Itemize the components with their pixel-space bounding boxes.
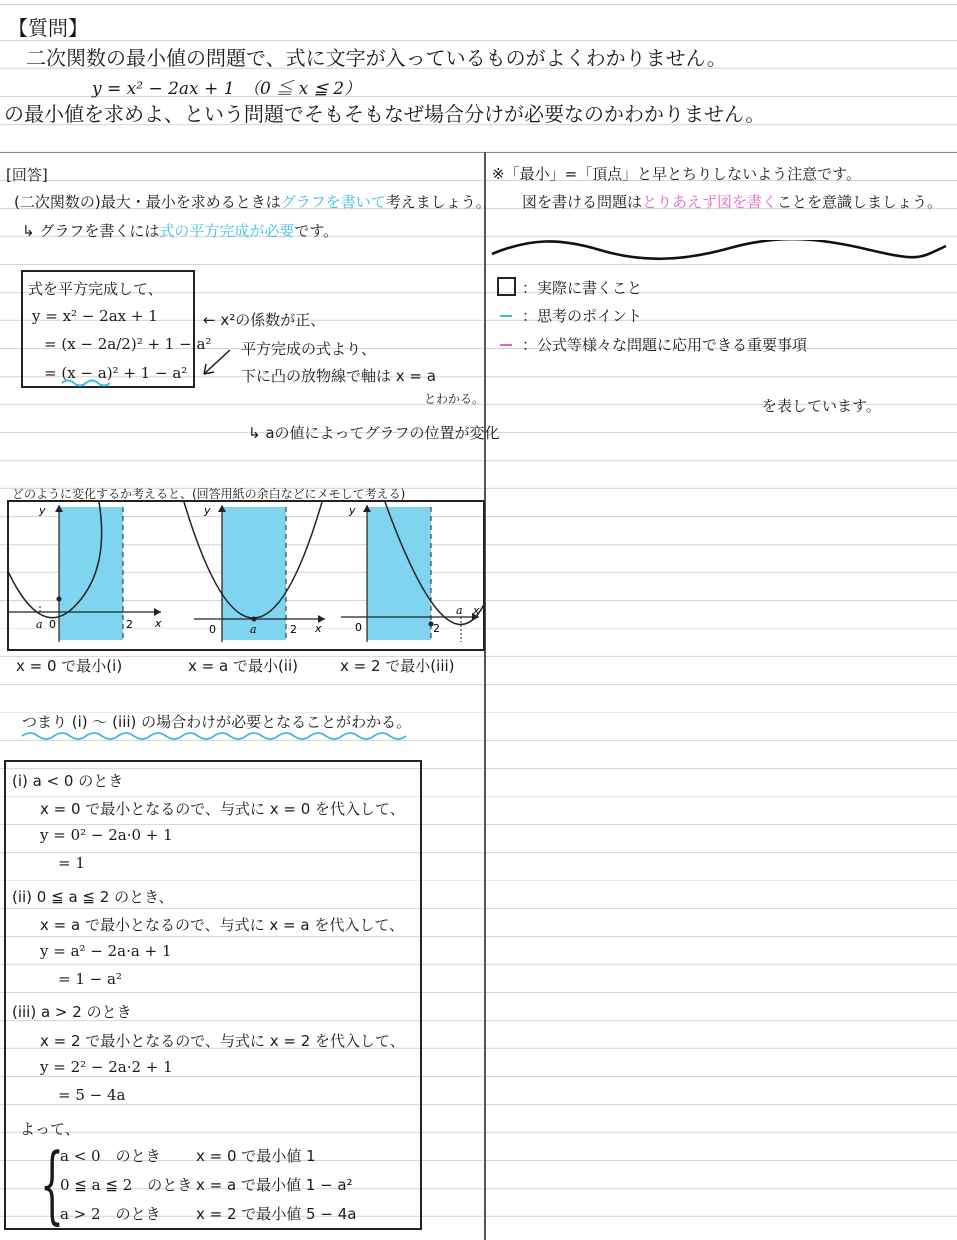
summary-brace: { (40, 1135, 65, 1233)
label-y-1: y (39, 504, 46, 517)
note-understood: とわかる。 (424, 392, 485, 406)
label-x-1: x (155, 617, 162, 630)
label-a-2: a (250, 623, 257, 636)
parabola-graphs (9, 502, 483, 649)
therefore-text: よって、 (20, 1120, 80, 1138)
min-point-1 (57, 597, 62, 602)
shaded-region-3 (367, 507, 431, 640)
box-line-1: y = x² − 2ax + 1 (32, 307, 158, 325)
label-x-2: x (315, 622, 322, 635)
case-1-line-3: = 1 (58, 854, 85, 872)
legend-label-2: ：思考のポイント (522, 307, 643, 325)
wavy-underline (20, 730, 410, 742)
legend-cyan-dash-icon (500, 315, 512, 317)
answer-intro-2 (22, 220, 338, 241)
x-arrow-1 (154, 608, 161, 616)
right-note-2-pre: 図を書ける問題は (522, 193, 643, 211)
case-2-line-2: y = a² − 2a·a + 1 (40, 942, 172, 960)
question-header: 【質問】 (8, 16, 88, 40)
shaded-region-1 (59, 507, 123, 640)
section-divider (0, 152, 957, 153)
case-3-heading: (iii) a > 2 のとき (12, 1003, 132, 1021)
question-line-1: 二次関数の最小値の問題で、式に文字が入っているものがよくわかりません。 (26, 46, 727, 70)
note-coefficient: ← x²の係数が正、 (203, 311, 326, 329)
case-1-line-2: y = 0² − 2a·0 + 1 (40, 826, 173, 844)
right-note-1: ※「最小」=「頂点」と早とちりしないよう注意です。 (492, 165, 861, 183)
summary-3-condition: a > 2 のとき (60, 1205, 161, 1223)
case-3-line-2: y = 2² − 2a·2 + 1 (40, 1058, 173, 1076)
legend-square-icon (497, 277, 516, 296)
legend-pink-dash-icon (500, 344, 512, 346)
min-point-2 (252, 617, 257, 622)
answer-header: [回答] (6, 166, 48, 184)
case-2-line-3: = 1 − a² (58, 970, 122, 988)
box-title: 式を平方完成して、 (28, 280, 163, 298)
question-line-2: の最小値を求めよ、という問題でそもそもなぜ場合分けが必要なのかわかりません。 (4, 102, 766, 126)
intro-2-pre: ↳ グラフを書くには (22, 222, 160, 240)
box-line-2: = (x − 2a/2)² + 1 − a² (44, 335, 212, 353)
summary-2-result: x = a で最小値 1 − a² (196, 1176, 353, 1194)
intro-1-pre: (二次関数の)最大・最小を求めるときは (14, 193, 281, 211)
wavy-separator (490, 240, 950, 262)
label-a-3: a (456, 604, 463, 617)
label-2-1: 2 (126, 618, 133, 631)
summary-1-result: x = 0 で最小値 1 (196, 1147, 316, 1165)
label-0-2: 0 (209, 623, 216, 636)
graph-min-1: x = 0 で最小(i) (16, 657, 123, 675)
label-a-1: a (36, 618, 43, 631)
case-2-line-1: x = a で最小となるので、与式に x = a を代入して、 (40, 916, 405, 934)
answer-intro-1 (14, 191, 491, 212)
label-0-1: 0 (49, 618, 56, 631)
label-x-3: x (473, 604, 480, 617)
case-1-heading: (i) a < 0 のとき (12, 772, 124, 790)
summary-2-condition: 0 ≦ a ≦ 2 のとき (60, 1176, 193, 1194)
label-2-3: 2 (433, 622, 440, 635)
right-note-2 (522, 191, 942, 212)
label-2-2: 2 (290, 623, 297, 636)
graph-min-2: x = a で最小(ii) (188, 657, 298, 675)
intro-1-highlight: グラフを書いて (280, 193, 386, 211)
legend-label-1: ：実際に書くこと (522, 279, 643, 297)
box-line-3: = (x − a)² + 1 − a² (44, 364, 188, 382)
legend-label-3: ：公式等様々な問題に応用できる重要事項 (522, 336, 808, 354)
column-divider (484, 152, 486, 1240)
arrow-icon (198, 348, 234, 378)
label-y-3: y (349, 504, 356, 517)
note-position-change: ↳ aの値によってグラフの位置が変化 (248, 424, 500, 442)
case-3-line-1: x = 2 で最小となるので、与式に x = 2 を代入して、 (40, 1032, 405, 1050)
summary-3-result: x = 2 で最小値 5 − 4a (196, 1205, 357, 1223)
intro-2-post: です。 (294, 222, 339, 240)
summary-1-condition: a < 0 のとき (60, 1147, 161, 1165)
note-axis: 下に凸の放物線で軸は x = a (241, 367, 436, 385)
legend-tail: を表しています。 (762, 397, 881, 415)
graph-caption: どのように変化するか考えると、(回答用紙の余白などにメモして考える) (12, 487, 406, 501)
intro-1-post: 考えましょう。 (385, 193, 491, 211)
right-note-2-highlight: とりあえず図を書く (642, 193, 778, 211)
case-1-line-1: x = 0 で最小となるので、与式に x = 0 を代入して、 (40, 800, 405, 818)
right-note-2-post: ことを意識しましょう。 (777, 193, 943, 211)
intro-2-highlight: 式の平方完成が必要 (159, 222, 295, 240)
label-0-3: 0 (355, 621, 362, 634)
graph-panel (7, 500, 485, 651)
conclusion-text: つまり (i) 〜 (iii) の場合わけが必要となることがわかる。 (22, 713, 412, 731)
note-from-square: 平方完成の式より、 (241, 340, 377, 358)
label-y-2: y (204, 504, 211, 517)
question-equation: y = x² − 2ax + 1 （0 ≦ x ≦ 2） (92, 79, 362, 99)
graph-min-3: x = 2 で最小(iii) (340, 657, 455, 675)
case-2-heading: (ii) 0 ≦ a ≦ 2 のとき、 (12, 888, 174, 906)
wavy-underline-small (60, 378, 120, 388)
case-3-line-3: = 5 − 4a (58, 1086, 126, 1104)
